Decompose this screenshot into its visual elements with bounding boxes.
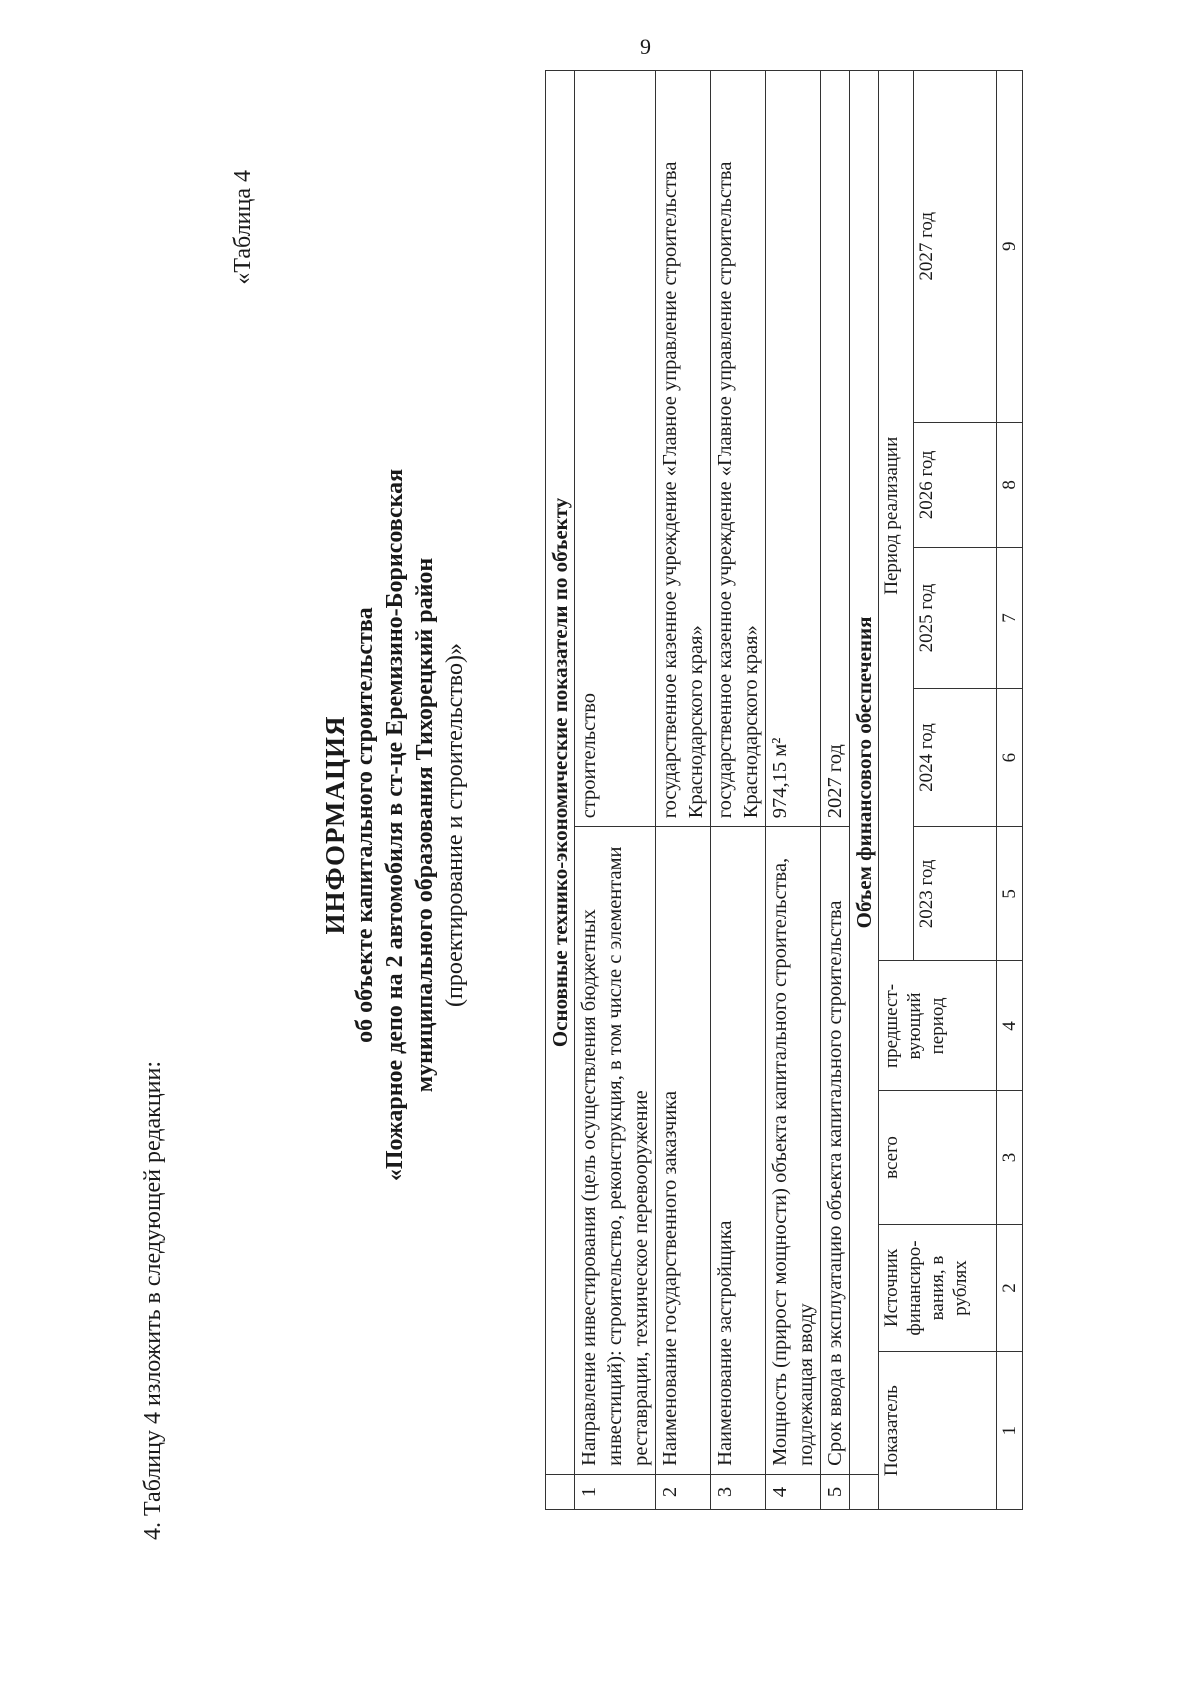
row-value: государственное казенное учреждение «Главное управление строительства Краснодарского края» — [656, 71, 711, 827]
column-number: 4 — [997, 961, 1023, 1091]
column-number: 8 — [997, 422, 1023, 548]
row-label: Мощность (прирост мощности) объекта капитального строительства, подлежащая вводу — [766, 827, 821, 1475]
table-row — [821, 71, 850, 1510]
document-heading — [320, 50, 470, 1600]
table-row — [575, 71, 656, 1510]
row-label: Направление инвестирования (цель осуществления бюджетных инвестиций): строительство, реконструкция, в том числе с элементами реставрации, техническое перевооружение — [575, 827, 656, 1475]
row-number: 5 — [821, 1474, 850, 1509]
landscape-content — [140, 50, 1130, 1600]
section-title-indicators: Основные технико-экономические показатели по объекту — [546, 71, 575, 1475]
row-label: Наименование государственного заказчика — [656, 827, 711, 1475]
column-number: 1 — [997, 1352, 1023, 1510]
table-row — [711, 71, 766, 1510]
row-number: 2 — [656, 1474, 711, 1509]
row-number: 1 — [575, 1474, 656, 1509]
heading-title: ИНФОРМАЦИЯ — [320, 715, 350, 935]
header-year: 2024 год — [914, 688, 997, 826]
heading-subtitle: об объекте капитального строительства — [352, 607, 378, 1043]
heading-object-line-1: «Пожарное депо на 2 автомобиля в ст-це Еремизино-Борисовская — [382, 468, 408, 1182]
header-period: Период реализации — [879, 71, 914, 961]
row-label: Наименование застройщика — [711, 827, 766, 1475]
row-value: строительство — [575, 71, 656, 827]
header-total: всего — [879, 1091, 997, 1224]
section-row-indicators — [546, 71, 575, 1510]
heading-object-line-2: муниципального образования Тихорецкий район — [412, 557, 438, 1093]
header-year: 2023 год — [914, 827, 997, 961]
row-number: 4 — [766, 1474, 821, 1509]
table-label: «Таблица 4 — [230, 170, 256, 285]
header-previous: предшест-вующий период — [879, 961, 997, 1091]
column-number: 3 — [997, 1091, 1023, 1224]
column-number: 5 — [997, 827, 1023, 961]
page-number: 9 — [640, 34, 651, 59]
row-value: 2027 год — [821, 71, 850, 827]
info-table — [545, 70, 1023, 1510]
header-year: 2026 год — [914, 422, 997, 548]
row-number: 3 — [711, 1474, 766, 1509]
section-row-finance — [850, 71, 879, 1510]
finance-header-row — [879, 71, 914, 1510]
table-row — [766, 71, 821, 1510]
column-number: 2 — [997, 1224, 1023, 1352]
column-number: 9 — [997, 71, 1023, 423]
intro-text: 4. Таблицу 4 изложить в следующей редакции: — [140, 1060, 166, 1540]
header-year: 2027 год — [914, 71, 997, 423]
heading-object-line-3: (проектирование и строительство)» — [442, 643, 468, 1007]
header-year: 2025 год — [914, 548, 997, 689]
column-numbers-row — [997, 71, 1023, 1510]
row-value: 974,15 м² — [766, 71, 821, 827]
column-number: 6 — [997, 688, 1023, 826]
row-value: государственное казенное учреждение «Главное управление строительства Краснодарского края» — [711, 71, 766, 827]
column-number: 7 — [997, 548, 1023, 689]
header-indicator: Показатель — [879, 1352, 997, 1510]
table-row — [656, 71, 711, 1510]
header-source: Источник финансиро-вания, в рублях — [879, 1224, 997, 1352]
row-label: Срок ввода в эксплуатацию объекта капитального строительства — [821, 827, 850, 1475]
section-title-finance: Объем финансового обеспечения — [850, 71, 879, 1475]
